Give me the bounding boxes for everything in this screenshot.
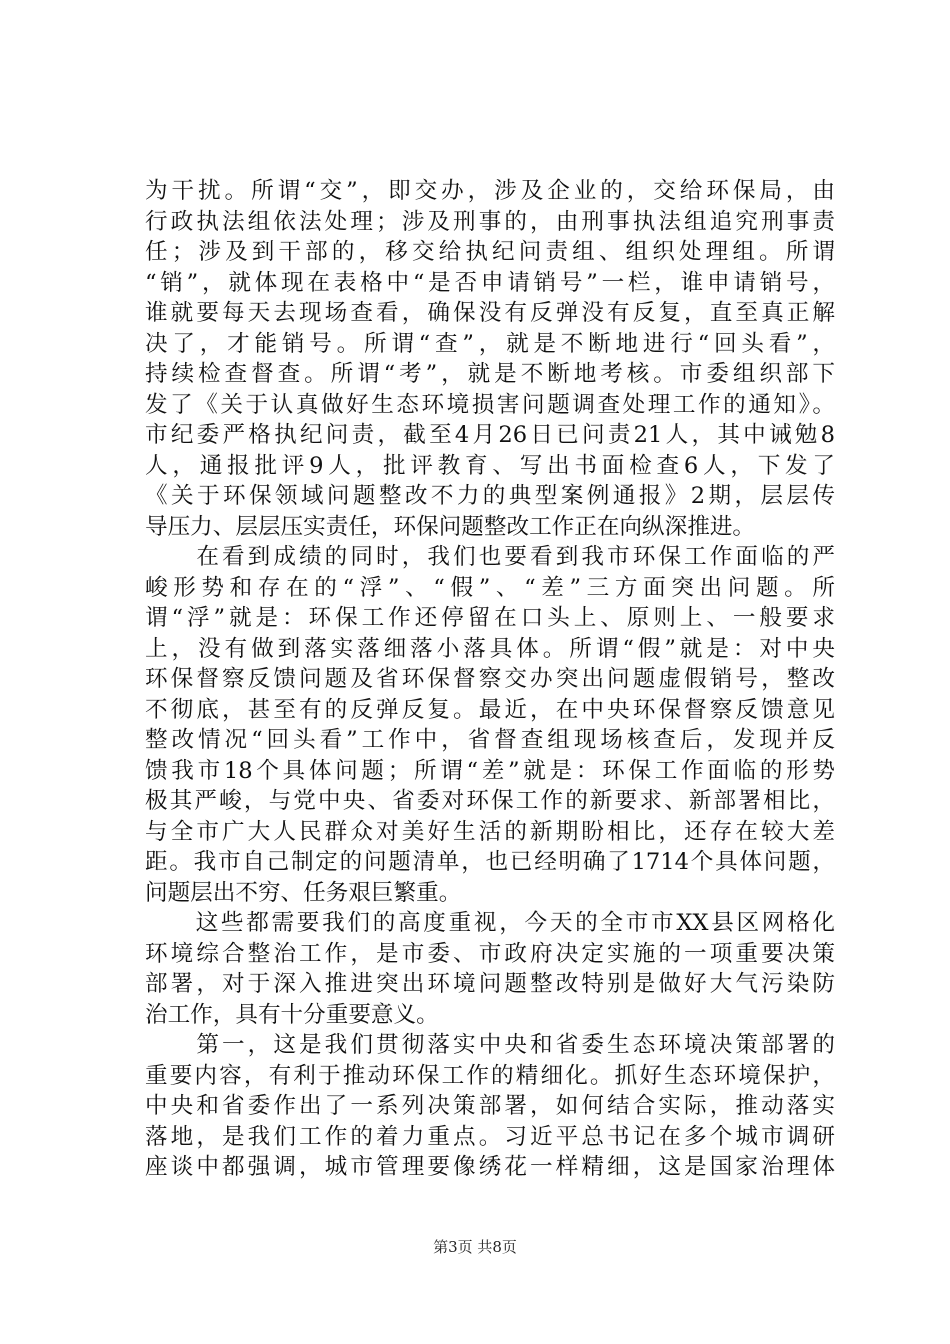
text-line: 中央和省委作出了一系列决策部署，如何结合实际，推动落实 [145,1093,835,1119]
text-line: 为干扰。所谓“交”，即交办，涉及企业的，交给环保局，由 [145,178,835,204]
text-line: 第一，这是我们贯彻落实中央和省委生态环境决策部署的 [145,1032,835,1058]
text-line: 持续检查督查。所谓“考”，就是不断地考核。市委组织部下 [145,361,835,387]
text-line: 落地，是我们工作的着力重点。习近平总书记在多个城市调研 [145,1123,835,1150]
text-line: 谁就要每天去现场查看，确保没有反弹没有反复，直至真正解 [145,300,835,326]
document-body [145,176,835,1183]
text-line: 问题层出不穷、任务艰巨繁重。 [145,879,462,906]
text-line: 人，通报批评9人，批评教育、写出书面检查6人，下发了 [145,452,835,479]
text-line: 《关于环保领域问题整改不力的典型案例通报》2期，层层传 [145,483,835,509]
text-line: 谓“浮”就是：环保工作还停留在口头上、原则上、一般要求 [145,605,835,631]
text-line: 导压力、层层压实责任，环保问题整改工作正在向纵深推进。 [145,513,756,540]
text-line: 上，没有做到落实落细落小落具体。所谓“假”就是：对中央 [145,635,835,662]
text-line: 发了《关于认真做好生态环境损害问题调查处理工作的通知》。 [145,391,835,418]
page-number-label: 第3页 共8页 [433,1238,517,1256]
text-line: 整改情况“回头看”工作中，省督查组现场核查后，发现并反 [145,727,835,753]
text-line: 距。我市自己制定的问题清单，也已经明确了1714个具体问题， [145,849,835,875]
text-line: 重要内容，有利于推动环保工作的精细化。抓好生态环境保护， [145,1062,835,1089]
text-line: 环保督察反馈问题及省环保督察交办突出问题虚假销号，整改 [145,666,835,692]
text-line: 任；涉及到干部的，移交给执纪问责组、组织处理组。所谓 [145,239,835,265]
text-line: 座谈中都强调，城市管理要像绣花一样精细，这是国家治理体 [145,1154,835,1180]
text-line: 市纪委严格执纪问责，截至4月26日已问责21人，其中诫勉8 [145,422,835,448]
text-line: 治工作，具有十分重要意义。 [145,1001,439,1028]
text-line: 馈我市18个具体问题；所谓“差”就是：环保工作面临的形势 [145,757,835,784]
text-line: 峻形势和存在的“浮”、“假”、“差”三方面突出问题。所 [145,574,835,601]
text-line: “销”，就体现在表格中“是否申请销号”一栏，谁申请销号， [145,269,835,296]
text-line: 这些都需要我们的高度重视，今天的全市市XX县区网格化 [145,910,835,936]
text-line: 行政执法组依法处理；涉及刑事的，由刑事执法组追究刑事责 [145,208,835,235]
text-line: 决了，才能销号。所谓“查”，就是不断地进行“回头看”， [145,330,835,357]
text-line: 极其严峻，与党中央、省委对环保工作的新要求、新部署相比， [145,788,835,814]
text-line: 环境综合整治工作，是市委、市政府决定实施的一项重要决策 [145,940,835,967]
text-line: 不彻底，甚至有的反弹反复。最近，在中央环保督察反馈意见 [145,696,835,723]
text-line: 部署，对于深入推进突出环境问题整改特别是做好大气污染防 [145,971,835,997]
text-line: 在看到成绩的同时，我们也要看到我市环保工作面临的严 [145,544,835,570]
text-line: 与全市广大人民群众对美好生活的新期盼相比，还存在较大差 [145,818,835,845]
page-footer [0,1237,950,1257]
